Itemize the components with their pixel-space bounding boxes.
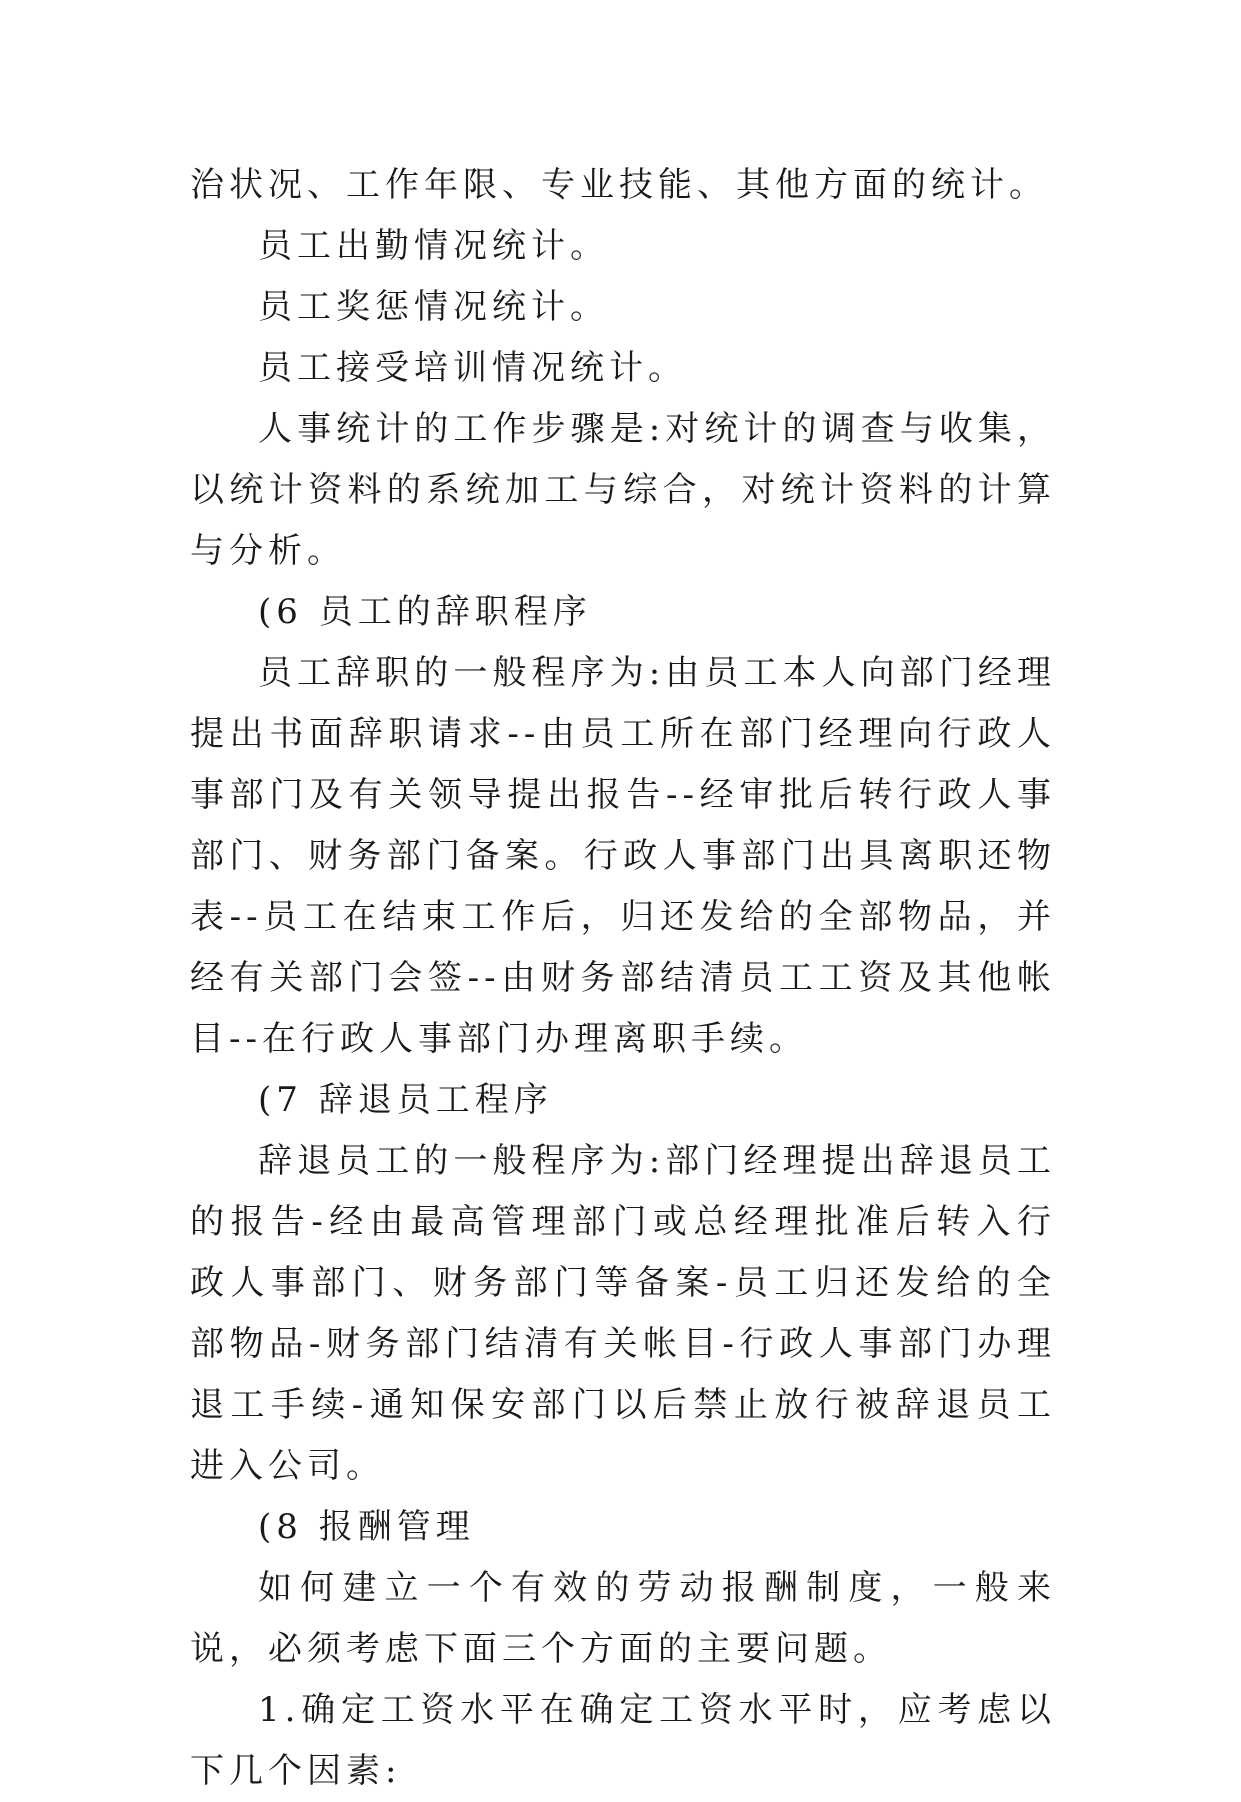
section-heading-7: (7 辞退员工程序	[258, 1080, 553, 1120]
paragraph: 员工辞职的一般程序为:由员工本人向部门经理提出书面辞职请求--由员工所在部门经理向行政人事部门及有关领导提出报告--经审批后转行政人事部门、财务部门备案。行政人事部门出具离职还物表--员工在结束工作后，归还发给的全部物品，并经有关部门会签--由财务部结清员工工资及其他帐目--在行政人事部门办理离职手续。	[190, 653, 1056, 1059]
section-heading-6: (6 员工的辞职程序	[258, 592, 592, 632]
paragraph: 治状况、工作年限、专业技能、其他方面的统计。	[190, 165, 1048, 205]
document-body	[190, 155, 1056, 1802]
paragraph: 员工接受培训情况统计。	[258, 348, 687, 388]
paragraph: 1.确定工资水平在确定工资水平时，应考虑以下几个因素:	[190, 1690, 1056, 1791]
section-heading-8: (8 报酬管理	[258, 1507, 475, 1547]
paragraph: 员工奖惩情况统计。	[258, 287, 609, 327]
paragraph: 人事统计的工作步骤是:对统计的调查与收集，以统计资料的系统加工与综合，对统计资料的计算与分析。	[190, 409, 1056, 571]
paragraph: 如何建立一个有效的劳动报酬制度，一般来说，必须考虑下面三个方面的主要问题。	[190, 1568, 1056, 1669]
paragraph: 辞退员工的一般程序为:部门经理提出辞退员工的报告-经由最高管理部门或总经理批准后转入行政人事部门、财务部门等备案-员工归还发给的全部物品-财务部门结清有关帐目-行政人事部门办理退工手续-通知保安部门以后禁止放行被辞退员工进入公司。	[190, 1141, 1056, 1486]
paragraph: 员工出勤情况统计。	[258, 226, 609, 266]
